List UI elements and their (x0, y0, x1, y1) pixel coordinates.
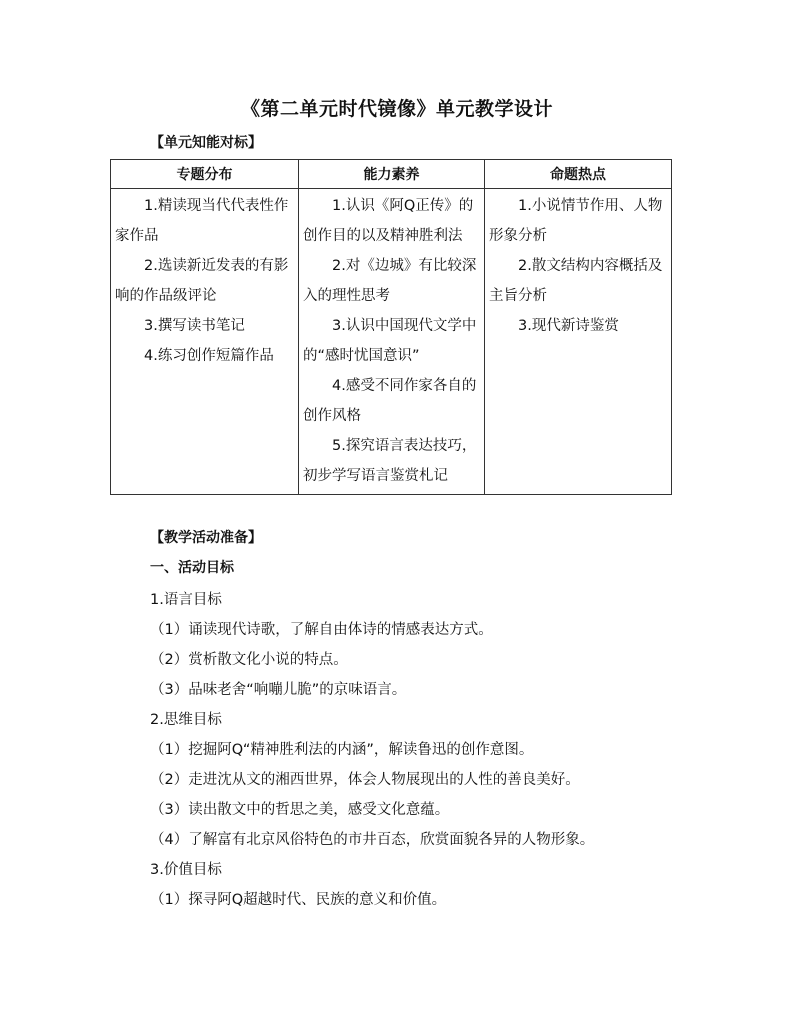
goal-item: （1）探寻阿Q超越时代、民族的意义和价值。 (150, 892, 447, 908)
goal-item: （3）品味老舍“响嘣儿脆”的京味语言。 (150, 682, 407, 698)
heading-activity-goals: 一、活动目标 (150, 560, 234, 576)
cell-line: 5.探究语言表达技巧， (332, 438, 477, 454)
cell-line: 响的作品级评论 (115, 288, 217, 304)
table-header: 能力素养 (299, 160, 485, 189)
document-title: 《第二单元时代镜像》单元教学设计 (240, 98, 553, 120)
cell-line: 4.感受不同作家各自的 (332, 378, 477, 394)
cell-line: 4.练习创作短篇作品 (144, 348, 274, 364)
section-label-unit-targets: 【单元知能对标】 (150, 135, 262, 151)
goal-value-heading: 3.价值目标 (150, 862, 222, 878)
cell-line: 1.小说情节作用、人物 (518, 198, 663, 214)
cell-line: 3.现代新诗鉴赏 (518, 318, 619, 334)
cell-line: 1.精读现当代代表性作 (144, 198, 289, 214)
cell-line: 创作目的以及精神胜利法 (303, 228, 463, 244)
table-cell-hotspots (485, 189, 672, 495)
cell-line: 2.散文结构内容概括及 (518, 258, 663, 274)
cell-line: 1.认识《阿Q正传》的 (332, 198, 474, 214)
cell-line: 形象分析 (489, 228, 547, 244)
goal-item: （3）读出散文中的哲思之美，感受文化意蕴。 (150, 802, 450, 818)
cell-line: 初步学写语言鉴赏札记 (303, 468, 448, 484)
goal-language-heading: 1.语言目标 (150, 592, 222, 608)
cell-line: 家作品 (115, 228, 159, 244)
goal-item: （4）了解富有北京风俗特色的市井百态，欣赏面貌各异的人物形象。 (150, 832, 595, 848)
table-row (111, 189, 672, 495)
goal-item: （2）走进沈从文的湘西世界，体会人物展现出的人性的善良美好。 (150, 772, 580, 788)
goal-item: （1）挖掘阿Q“精神胜利法的内涵”，解读鲁迅的创作意图。 (150, 742, 534, 758)
cell-line: 2.选读新近发表的有影 (144, 258, 289, 274)
cell-line: 3.撰写读书笔记 (144, 318, 245, 334)
unit-targets-table (110, 159, 672, 495)
goal-item: （2）赏析散文化小说的特点。 (150, 652, 348, 668)
section-label-activity-prep: 【教学活动准备】 (150, 530, 262, 546)
goal-item: （1）诵读现代诗歌，了解自由体诗的情感表达方式。 (150, 622, 493, 638)
goal-thinking-heading: 2.思维目标 (150, 712, 222, 728)
table-header: 命题热点 (485, 160, 672, 189)
cell-line: 创作风格 (303, 408, 361, 424)
cell-line: 主旨分析 (489, 288, 547, 304)
cell-line: 入的理性思考 (303, 288, 390, 304)
table-cell-abilities (299, 189, 485, 495)
table-cell-topics (111, 189, 299, 495)
cell-line: 的“感时忧国意识” (303, 348, 420, 364)
cell-line: 3.认识中国现代文学中 (332, 318, 477, 334)
table-header-row (111, 160, 672, 189)
cell-line: 2.对《边城》有比较深 (332, 258, 477, 274)
table-header: 专题分布 (111, 160, 299, 189)
